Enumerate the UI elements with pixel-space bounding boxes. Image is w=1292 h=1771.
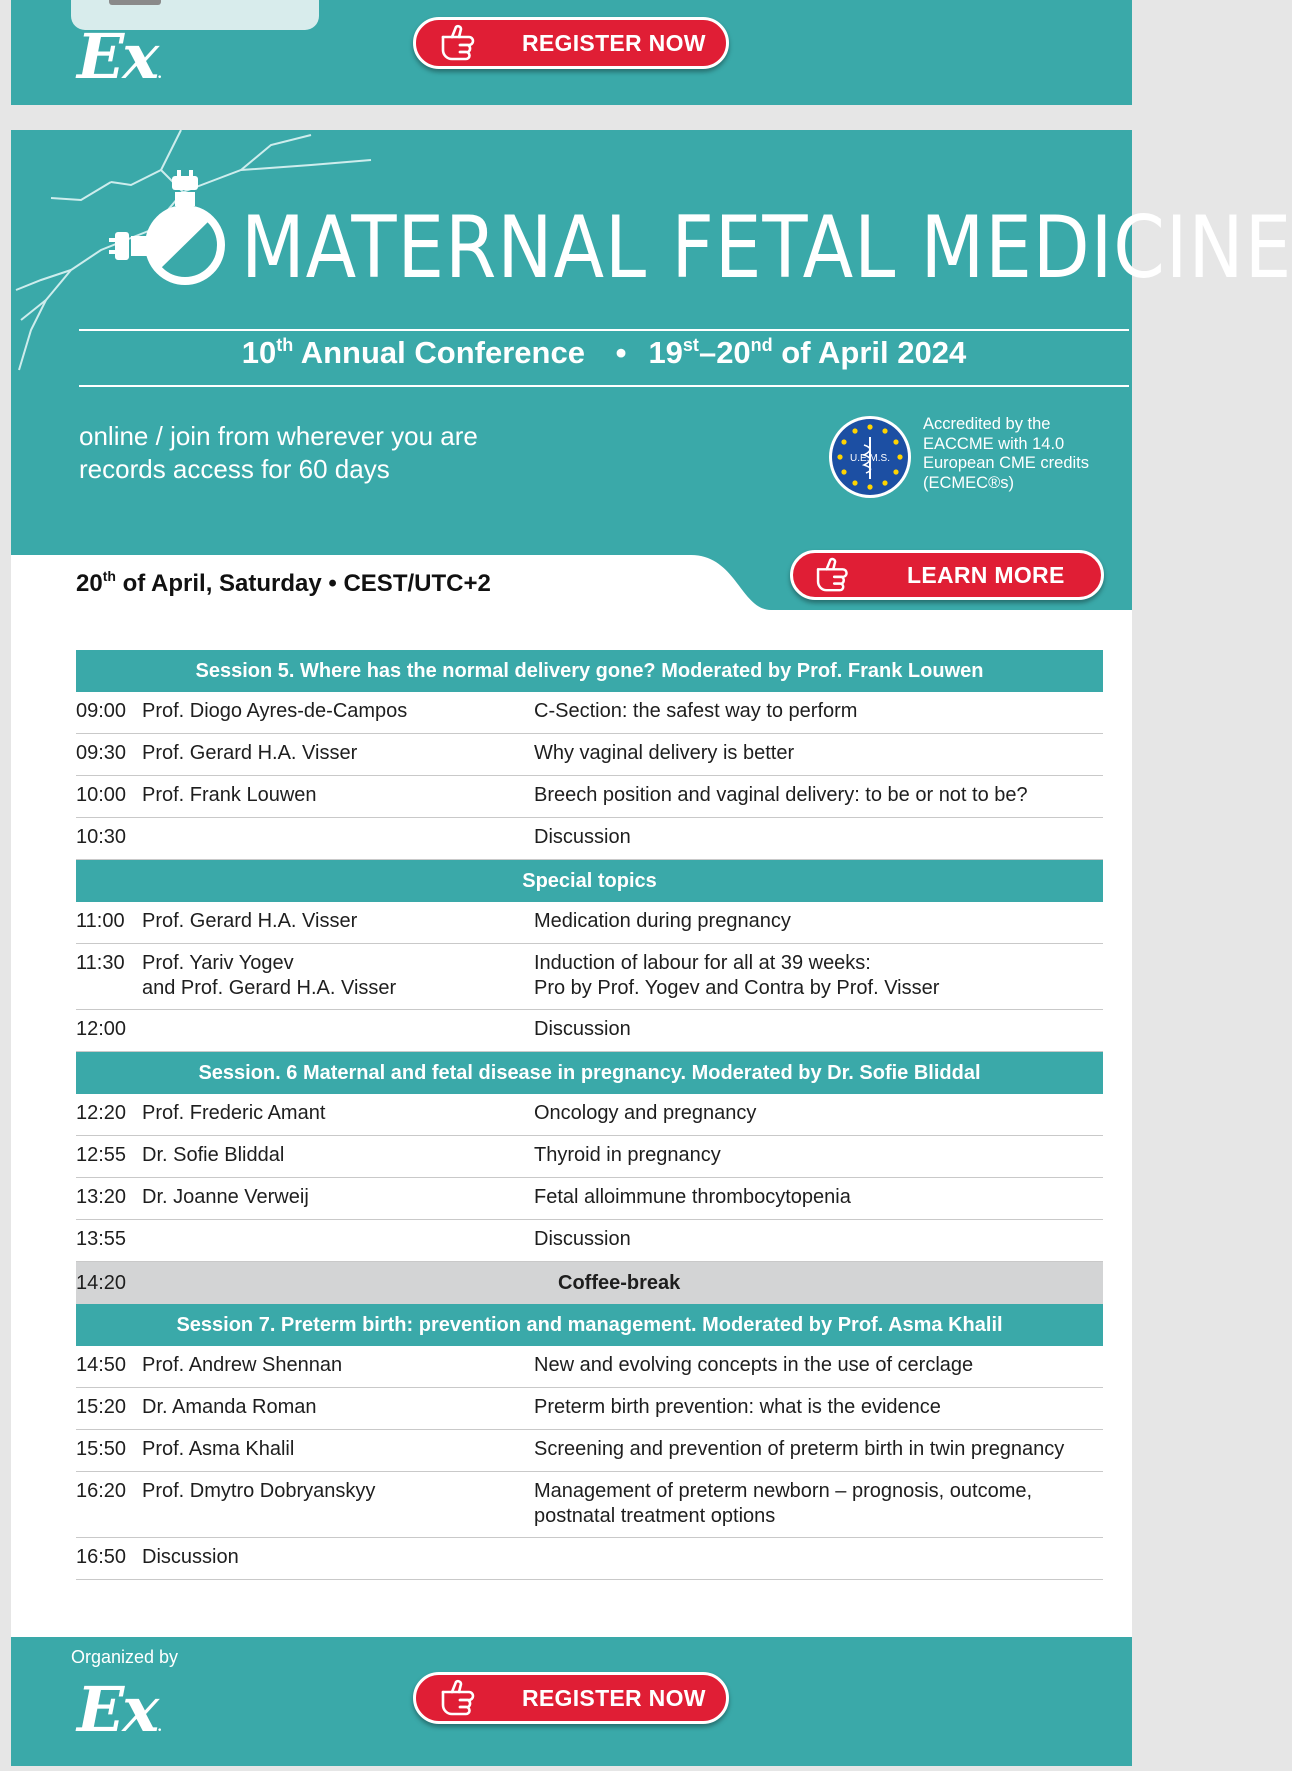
accreditation-text: Accredited by the EACCME with 14.0 European CME credits (ECMEC®s) bbox=[923, 415, 1089, 492]
table-row: 09:00 Prof. Diogo Ayres-de-Campos C-Section: the safest way to perform bbox=[76, 692, 1103, 734]
table-row: 11:30 Prof. Yariv Yogev and Prof. Gerard H.A. Visser Induction of labour for all at 39 weeks: Pro by Prof. Yogev and Contra by Prof. Visser bbox=[76, 944, 1103, 1010]
table-row: 11:00 Prof. Gerard H.A. Visser Medication during pregnancy bbox=[76, 902, 1103, 944]
schedule-date: 20th of April, Saturday • CEST/UTC+2 bbox=[76, 568, 491, 597]
svg-text:U.E.M.S.: U.E.M.S. bbox=[849, 453, 891, 464]
table-row: 13:55 Discussion bbox=[76, 1220, 1103, 1262]
session-header: Special topics bbox=[76, 860, 1103, 902]
coffee-break-row: 14:20 Coffee-break bbox=[76, 1262, 1103, 1304]
table-row: 13:20 Dr. Joanne Verweij Fetal alloimmune thrombocytopenia bbox=[76, 1178, 1103, 1220]
uems-badge bbox=[828, 415, 912, 499]
online-info: online / join from wherever you are records access for 60 days bbox=[79, 421, 478, 484]
table-row: 09:30 Prof. Gerard H.A. Visser Why vaginal delivery is better bbox=[76, 734, 1103, 776]
pointing-hand-icon bbox=[440, 1678, 488, 1718]
stopwatch-plug-icon bbox=[109, 170, 237, 298]
register-now-button-bottom[interactable]: REGISTER NOW bbox=[413, 1672, 729, 1724]
title-divider-bottom bbox=[79, 385, 1129, 387]
pointing-hand-icon bbox=[440, 23, 488, 63]
table-row: 12:55 Dr. Sofie Bliddal Thyroid in pregnancy bbox=[76, 1136, 1103, 1178]
table-row: 12:20 Prof. Frederic Amant Oncology and pregnancy bbox=[76, 1094, 1103, 1136]
conference-title: MATERNAL FETAL MEDICINE bbox=[241, 198, 1292, 298]
card-header bbox=[11, 130, 1292, 615]
top-banner bbox=[11, 0, 1132, 105]
schedule-table bbox=[76, 650, 1103, 1580]
table-row: 12:00 Discussion bbox=[76, 1010, 1103, 1052]
table-row: 15:20 Dr. Amanda Roman Preterm birth prevention: what is the evidence bbox=[76, 1388, 1103, 1430]
session-header: Session 5. Where has the normal delivery gone? Moderated by Prof. Frank Louwen bbox=[76, 650, 1103, 692]
learn-more-button[interactable]: LEARN MORE bbox=[790, 550, 1104, 600]
session-header: Session 7. Preterm birth: prevention and management. Moderated by Prof. Asma Khalil bbox=[76, 1304, 1103, 1346]
table-row: 10:30 Discussion bbox=[76, 818, 1103, 860]
table-row: 15:50 Prof. Asma Khalil Screening and prevention of preterm birth in twin pregnancy bbox=[76, 1430, 1103, 1472]
register-now-button-top[interactable]: REGISTER NOW bbox=[413, 17, 729, 69]
organized-by-label: Organized by bbox=[71, 1647, 179, 1667]
conference-dates: 10th Annual Conference • 19st–20nd of April 2024 bbox=[241, 335, 967, 370]
table-row: 16:50 Discussion bbox=[76, 1538, 1103, 1580]
table-row: 16:20 Prof. Dmytro Dobryanskyy Management of preterm newborn – prognosis, outcome, postnatal treatment options bbox=[76, 1472, 1103, 1538]
footer-banner bbox=[11, 1637, 1132, 1766]
pointing-hand-icon bbox=[815, 556, 861, 594]
session-header: Session. 6 Maternal and fetal disease in pregnancy. Moderated by Dr. Sofie Bliddal bbox=[76, 1052, 1103, 1094]
table-row: 10:00 Prof. Frank Louwen Breech position and vaginal delivery: to be or not to be? bbox=[76, 776, 1103, 818]
table-row: 14:50 Prof. Andrew Shennan New and evolving concepts in the use of cerclage bbox=[76, 1346, 1103, 1388]
title-divider-top bbox=[79, 329, 1129, 331]
conference-card bbox=[11, 130, 1292, 1766]
organizer-logo: Ex. bbox=[77, 1673, 163, 1746]
organizer-logo: Ex. bbox=[77, 20, 163, 93]
